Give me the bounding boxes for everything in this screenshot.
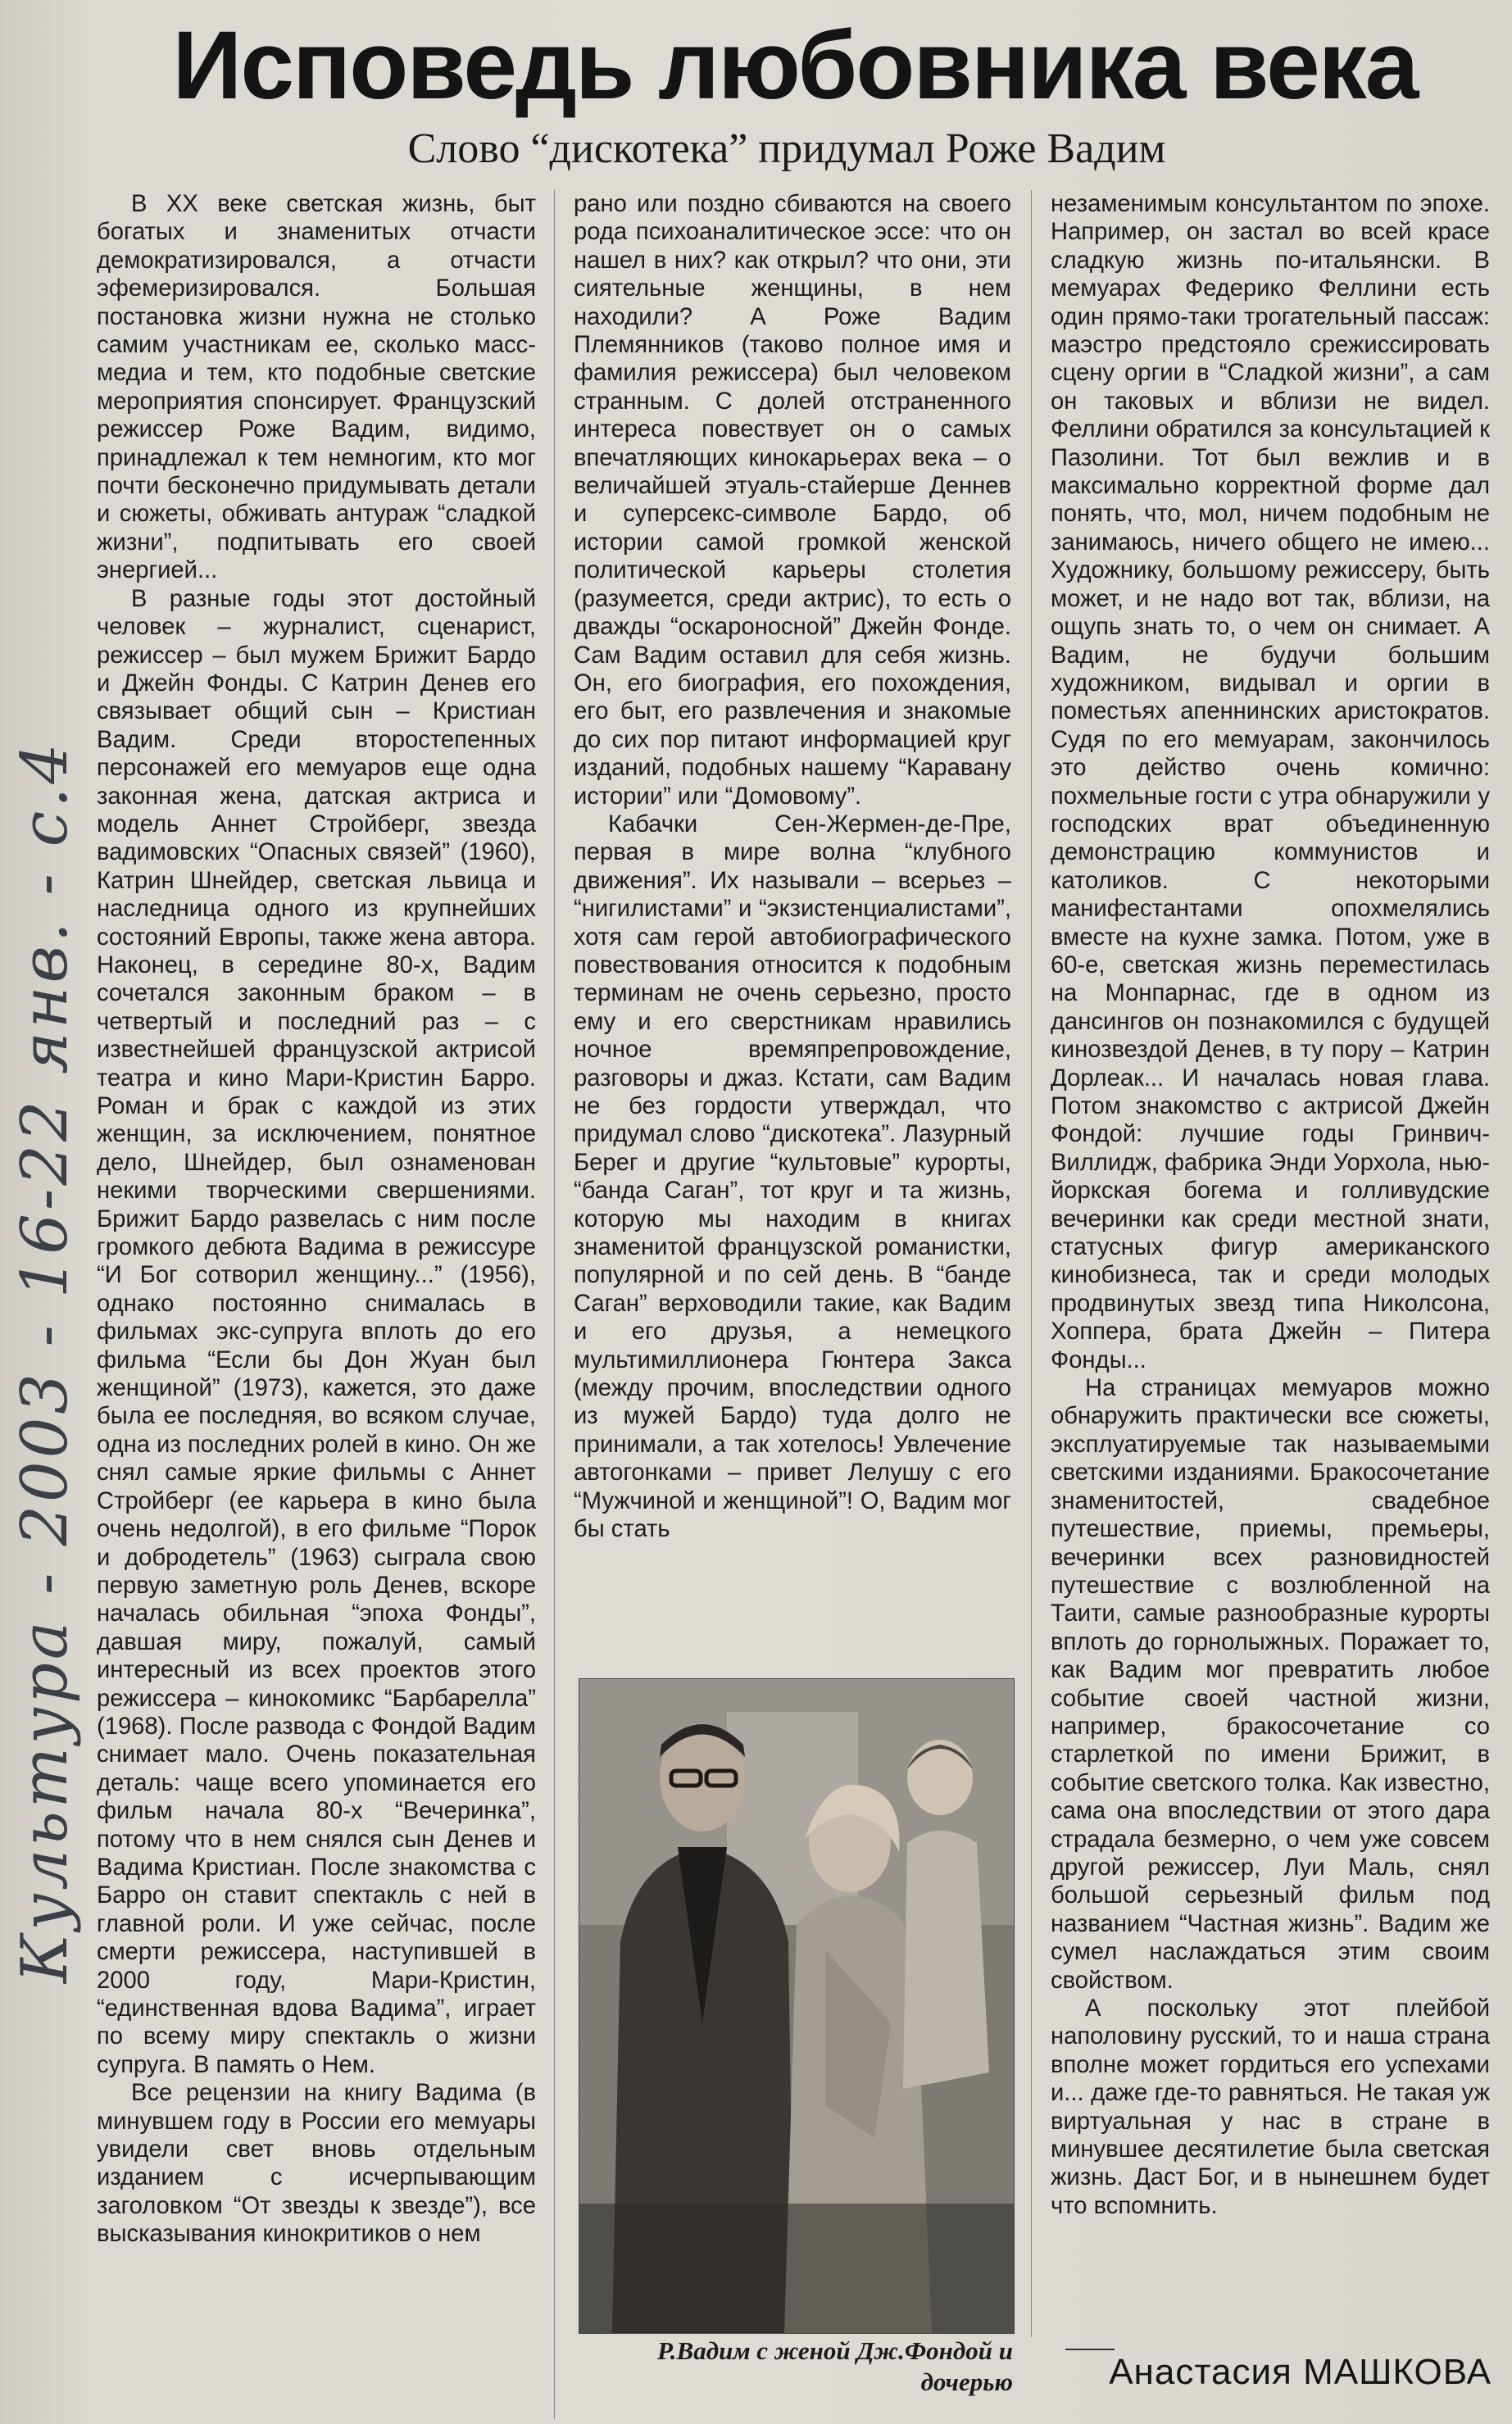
paragraph: А поскольку этот плейбой наполовину русский, то и наша страна вполне может гордиться его успехами и... даже где-то равняться. Не такая уж виртуальная у нас в стране в минувшее десятилетие была светская жизнь. Даст Бог, и в нынешнем будет что вспомнить. <box>1051 1995 1490 2219</box>
article-column-2 <box>574 190 1011 1649</box>
paragraph: В XX веке светская жизнь, быт богатых и знаменитых отчасти демократизировался, а отчасти эфемеризировался. Большая постановка жизни нужна не столько самим участникам ее, сколько масс-медиа и тем, кто подобные светские мероприятия спонсирует. Французский режиссер Роже Вадим, видимо, принадлежал к тем немногим, кто мог почти бесконечно придумывать детали и сюжеты, обживать антураж “сладкой жизни”, подпитывать его своей энергией... <box>97 191 536 584</box>
paragraph: незаменимым консультантом по эпохе. Например, он застал во всей красе сладкую жизнь по-итальянски. В мемуарах Федерико Феллини есть один прямо-таки трогательный пассаж: маэстро предстояло срежиссировать сцену оргии в “Сладкой жизни”, а сам он таковых и вблизи не видел. Феллини обратился за консультацией к Пазолини. Тот был вежлив и в максимально корректной форме дал понять, что, мол, ничем подобным не занимаюсь, ничего общего не имею... Художнику, большому режиссеру, быть может, и не надо вот так, вблизи, на ощупь знать то, о чем он снимает. А Вадим, не будучи большим художником, видывал и оргии в поместьях апеннинских аристократов. Судя по его мемуарам, закончилось это действо очень комично: похмельные гости с утра обнаружили у господских врат объединенную демонстрацию коммунистов и католиков. С некоторыми манифестантами опохмелялись вместе на кухне замка. Потом, уже в 60-е, светская жизнь переместилась на Монпарнас, где в одном из дансингов он познакомился с будущей кинозвездой Денев, в ту пору – Катрин Дорлеак... И началась новая глава. Потом знакомство с актрисой Джейн Фондой: лучшие годы Гринвич-Виллидж, фабрика Энди Уорхола, нью-йоркская богема и голливудские вечеринки как среди местной знати, статусных фигур американского кинобизнеса, так и среди молодых продвинутых звезд типа Николсона, Хоппера, брата Джейн – Питера Фонды... <box>1051 191 1490 1373</box>
paragraph: Кабачки Сен-Жермен-де-Пре, первая в мире волна “клубного движения”. Их называли – всерьез – “нигилистами” и “экзистенциалистами”, хотя сам герой автобиографического повествования относится к подобным терминам не очень серьезно, просто ему и его сверстникам нравились ночное времяпрепровождение, разговоры и джаз. Кстати, сам Вадим не без гордости утверждал, что придумал слово “дискотека”. Лазурный Берег и другие “культовые” курорты, “банда Саган”, тот круг и та жизнь, которую мы находим в книгах знаменитой французской романистки, популярной и по сей день. В “банде Саган” верховодили такие, как Вадим и его друзья, а немецкого мультимиллионера Гюнтера Закса (между прочим, впоследствии одного из мужей Бардо) туда долго не принимали, а так хотелось! Увлечение автогонками – привет Лелушу с его “Мужчиной и женщиной”! О, Вадим мог бы стать <box>574 810 1011 1543</box>
headline: Исповедь любовника века <box>172 11 1418 120</box>
photo-caption: Р.Вадим с женой Дж.Фондой и дочерью <box>656 2336 1013 2396</box>
article-column-3 <box>1051 190 1490 2337</box>
article-photo <box>579 1678 1015 2334</box>
column-divider <box>554 190 555 2419</box>
paragraph: На страницах мемуаров можно обнаружить практически все сюжеты, эксплуатируемые так называемыми светскими изданиями. Бракосочетание знаменитостей, свадебное путешествие, приемы, премьеры, вечеринки всех разновидностей путешествие с возлюбленной на Таити, самые разнообразные курорты вплоть до горнолыжных. Поражает то, как Вадим мог превратить любое событие своей частной жизни, например, бракосочетание со старлеткой по имени Брижит, в событие светского толка. Как известно, сама она впоследствии от этого дара страдала безмерно, о чем уже совсем другой режиссер, Луи Маль, снял большой серьезный фильм под названием “Частная жизнь”. Вадим же сумел наслаждаться этим своим свойством. <box>1051 1375 1490 1994</box>
column-divider <box>1031 190 1032 2337</box>
paragraph: рано или поздно сбиваются на своего рода психоаналитическое эссе: что он нашел в них? как открыл? что они, эти сиятельные женщины, в нем находили? А Роже Вадим Племянников (таково полное имя и фамилия режиссера) был человеком странным. С долей отстраненного интереса повествует он о самых впечатляющих кинокарьерах века – о величайшей этуаль-стайерше Деннев и суперсекс-символе Бардо, об истории самой громкой женской политической карьеры столетия (разумеется, среди актрис), то есть о дважды “оскароносной” Джейн Фонде. Сам Вадим оставил для себя жизнь. Он, его биография, его похождения, его быт, его развлечения и знакомые до сих пор питают информацией круг изданий, подобных нашему “Каравану истории” или “Домовому”. <box>574 191 1011 810</box>
article-column-1 <box>97 190 536 2411</box>
paragraph: В разные годы этот достойный человек – журналист, сценарист, режиссер – был мужем Брижит Бардо и Джейн Фонды. С Катрин Денев его связывает общий сын – Кристиан Вадим. Среди второстепенных персонажей его мемуаров еще одна законная жена, датская актриса и модель Аннет Стройберг, звезда вадимовских “Опасных связей” (1960), Катрин Шнейдер, светская львица и наследница одного из крупнейших состояний Европы, также жена автора. Наконец, в середине 80-х, Вадим сочетался законным браком – в четвертый и последний раз – с известнейшей французской актрисой театра и кино Мари-Кристин Барро. Роман и брак с каждой из этих женщин, за исключением, понятное дело, Шнейдер, был ознаменован некими творческими свершениями. Брижит Бардо развелась с ним после громкого дебюта Вадима в режиссуре “И Бог сотворил женщину...” (1956), однако постоянно снималась в фильмах экс-супруга вплоть до его фильма “Если бы Дон Жуан был женщиной” (1973), кажется, это даже была ее последняя, во всяком случае, одна из последних ролей в кино. Он же снял самые яркие фильмы с Аннет Стройберг (ее карьера в кино была очень недолгой), в его фильме “Порок и добродетель” (1963) сыграла свою первую заметную роль Денев, вскоре началась обильная “эпоха Фонды”, давшая миру, пожалуй, самый интересный из всех проектов этого режиссера – кинокомикс “Барбарелла” (1968). После развода с Фондой Вадим снимает мало. Очень показательная деталь: чаще всего упоминается его фильм начала 80-х “Вечеринка”, потому что в нем снялся сын Денев и Вадима Кристиан. После знакомства с Барро он ставит спектакль с ней в главной роли. И уже сейчас, после смерти режиссера, наступившей в 2000 году, Мари-Кристин, “единственная вдова Вадима”, играет по всему миру спектакль о жизни супруга. В память о Нем. <box>97 585 536 2078</box>
paragraph: Все рецензии на книгу Вадима (в минувшем году в России его мемуары увидели свет вновь отдельным изданием с исчерпывающим заголовком “От звезды к звезде”), все высказывания кинокритиков о нем <box>97 2080 536 2248</box>
photo-illustration <box>579 1679 1014 2333</box>
author-byline: Анастасия МАШКОВА <box>1109 2352 1492 2392</box>
subheadline: Слово “дискотека” придумал Роже Вадим <box>407 125 1166 172</box>
handwritten-note: Культура - 2003 - 16-22 янв. - с.4 <box>8 740 82 1983</box>
